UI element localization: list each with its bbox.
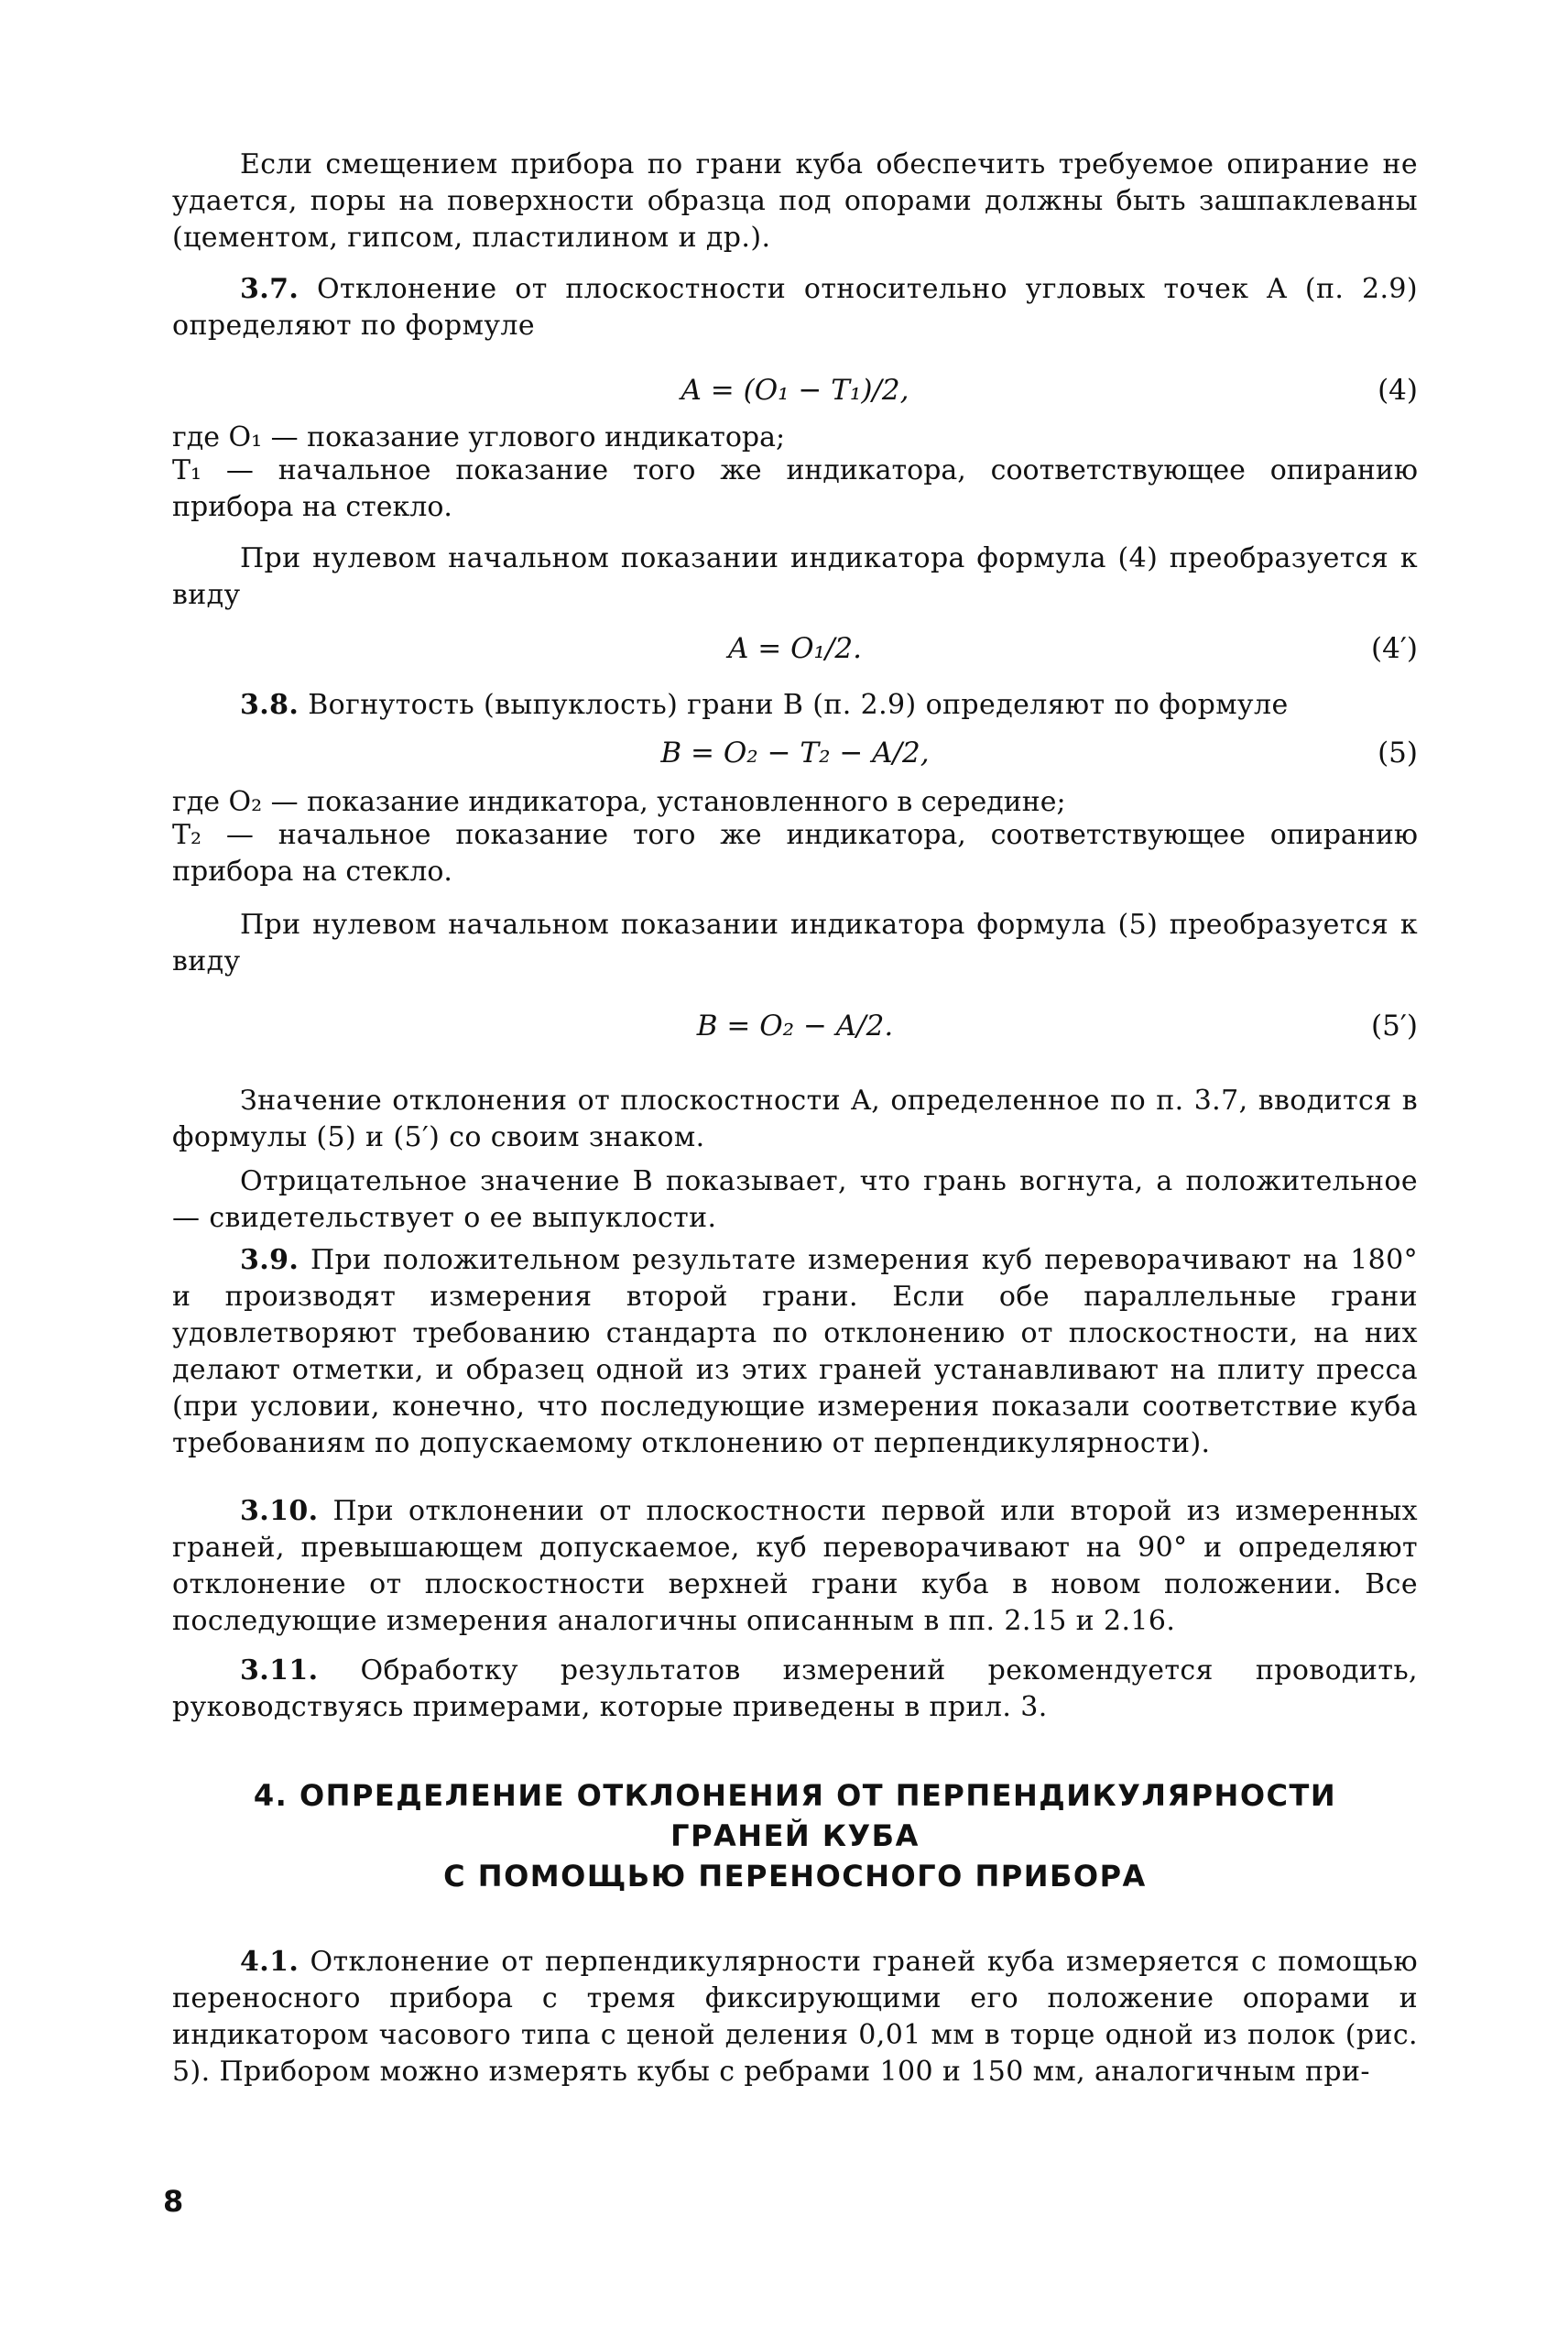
formula-expression: B = O₂ − T₂ − A/2, bbox=[660, 737, 930, 770]
definition-t1 bbox=[172, 453, 1418, 526]
formula-4 bbox=[172, 370, 1418, 410]
formula-number: (4′) bbox=[1371, 632, 1418, 665]
paragraph-zero-5 bbox=[172, 907, 1418, 980]
formula-number: (5′) bbox=[1371, 1010, 1418, 1042]
formula-number: (4) bbox=[1377, 374, 1418, 407]
paragraph-value bbox=[172, 1083, 1418, 1156]
heading-line-2: ГРАНЕЙ КУБА bbox=[670, 1818, 920, 1853]
paragraph-3-8 bbox=[172, 687, 1418, 724]
formula-number: (5) bbox=[1377, 737, 1418, 770]
paragraph-text: Отклонение от плоскостности относительно угловых точек A (п. 2.9) определяют по формуле bbox=[172, 273, 1419, 342]
clause-number: 3.9. bbox=[240, 1244, 299, 1276]
definition-t2 bbox=[172, 817, 1418, 890]
definition-text: где O₁ — показание углового индикатора; bbox=[172, 421, 786, 453]
paragraph-text: Отклонение от перпендикулярности граней куба измеряется с помощью переносного прибора с тремя фиксирующими его положение опорами и индикатором часового типа с ценой деления 0,01 мм в торце одной из полок (рис. 5). Прибором можно измерять кубы с ребрами 100 и 150 мм, аналогичным при- bbox=[172, 1946, 1418, 2088]
clause-number: 3.7. bbox=[240, 273, 299, 305]
paragraph-text: При отклонении от плоскостности первой или второй из измеренных граней, превышающем допускаемое, куб переворачивают на 90° и определяют отклонение от плоскостности верхней грани куба в новом положении. Все последующие измерения аналогичны описанным в пп. 2.15 и 2.16. bbox=[172, 1495, 1419, 1637]
paragraph-text: Вогнутость (выпуклость) грани B (п. 2.9) определяют по формуле bbox=[308, 689, 1289, 721]
paragraph-text: При нулевом начальном показании индикатора формула (4) преобразуется к виду bbox=[172, 542, 1418, 611]
definition-o2 bbox=[172, 784, 1418, 821]
heading-line-3: С ПОМОЩЬЮ ПЕРЕНОСНОГО ПРИБОРА bbox=[443, 1859, 1147, 1894]
definition-text: где O₂ — показание индикатора, установленного в середине; bbox=[172, 786, 1066, 818]
paragraph-zero-4 bbox=[172, 540, 1418, 614]
paragraph-3-7 bbox=[172, 271, 1418, 344]
definition-text: T₂ — начальное показание того же индикатора, соответствующее опиранию прибора на стекло. bbox=[172, 819, 1418, 888]
formula-expression: A = O₁/2. bbox=[728, 632, 862, 665]
paragraph-text: При нулевом начальном показании индикатора формула (5) преобразуется к виду bbox=[172, 909, 1418, 977]
section-heading bbox=[172, 1775, 1418, 1896]
paragraph-text: Если смещением прибора по грани куба обеспечить требуемое опирание не удается, поры на поверхности образца под опорами должны быть зашпаклеваны (цементом, гипсом, пластилином и др.). bbox=[172, 148, 1418, 254]
paragraph-putty bbox=[172, 147, 1418, 257]
clause-number: 3.8. bbox=[240, 689, 299, 721]
formula-expression: B = O₂ − A/2. bbox=[696, 1010, 894, 1042]
paragraph-text: При положительном результате измерения куб переворачивают на 180° и производят измерения второй грани. Если обе параллельные грани удовлетворяют требованию стандарта по отклонению от плоскостности, на них делают отметки, и образец одной из этих граней устанавливают на плиту пресса (при условии, конечно, что последующие измерения показали соответствие куба требованиям по допускаемому отклонению от перпендикулярности). bbox=[172, 1244, 1419, 1459]
definition-o1 bbox=[172, 420, 1418, 456]
paragraph-3-10 bbox=[172, 1493, 1418, 1640]
clause-number: 3.11. bbox=[240, 1654, 319, 1686]
paragraph-text: Отрицательное значение B показывает, что грань вогнута, а положительное — свидетельствует о ее выпуклости. bbox=[172, 1165, 1418, 1234]
page-number: 8 bbox=[163, 2184, 184, 2219]
definition-text: T₁ — начальное показание того же индикатора, соответствующее опиранию прибора на стекло. bbox=[172, 454, 1418, 523]
formula-expression: A = (O₁ − T₁)/2, bbox=[681, 374, 909, 407]
formula-5 bbox=[172, 733, 1418, 773]
paragraph-3-11 bbox=[172, 1653, 1418, 1726]
paragraph-negative bbox=[172, 1163, 1418, 1237]
paragraph-text: Обработку результатов измерений рекомендуется проводить, руководствуясь примерами, которые приведены в прил. 3. bbox=[172, 1654, 1418, 1723]
clause-number: 4.1. bbox=[240, 1946, 299, 1978]
formula-4-prime bbox=[172, 628, 1418, 669]
paragraph-4-1 bbox=[172, 1944, 1418, 2090]
formula-5-prime bbox=[172, 1006, 1418, 1046]
paragraph-3-9 bbox=[172, 1242, 1418, 1462]
heading-line-1: 4. ОПРЕДЕЛЕНИЕ ОТКЛОНЕНИЯ ОТ ПЕРПЕНДИКУЛЯРНОСТИ bbox=[253, 1778, 1337, 1813]
paragraph-text: Значение отклонения от плоскостности A, определенное по п. 3.7, вводится в формулы (5) и (5′) со своим знаком. bbox=[172, 1085, 1418, 1153]
clause-number: 3.10. bbox=[240, 1495, 319, 1527]
